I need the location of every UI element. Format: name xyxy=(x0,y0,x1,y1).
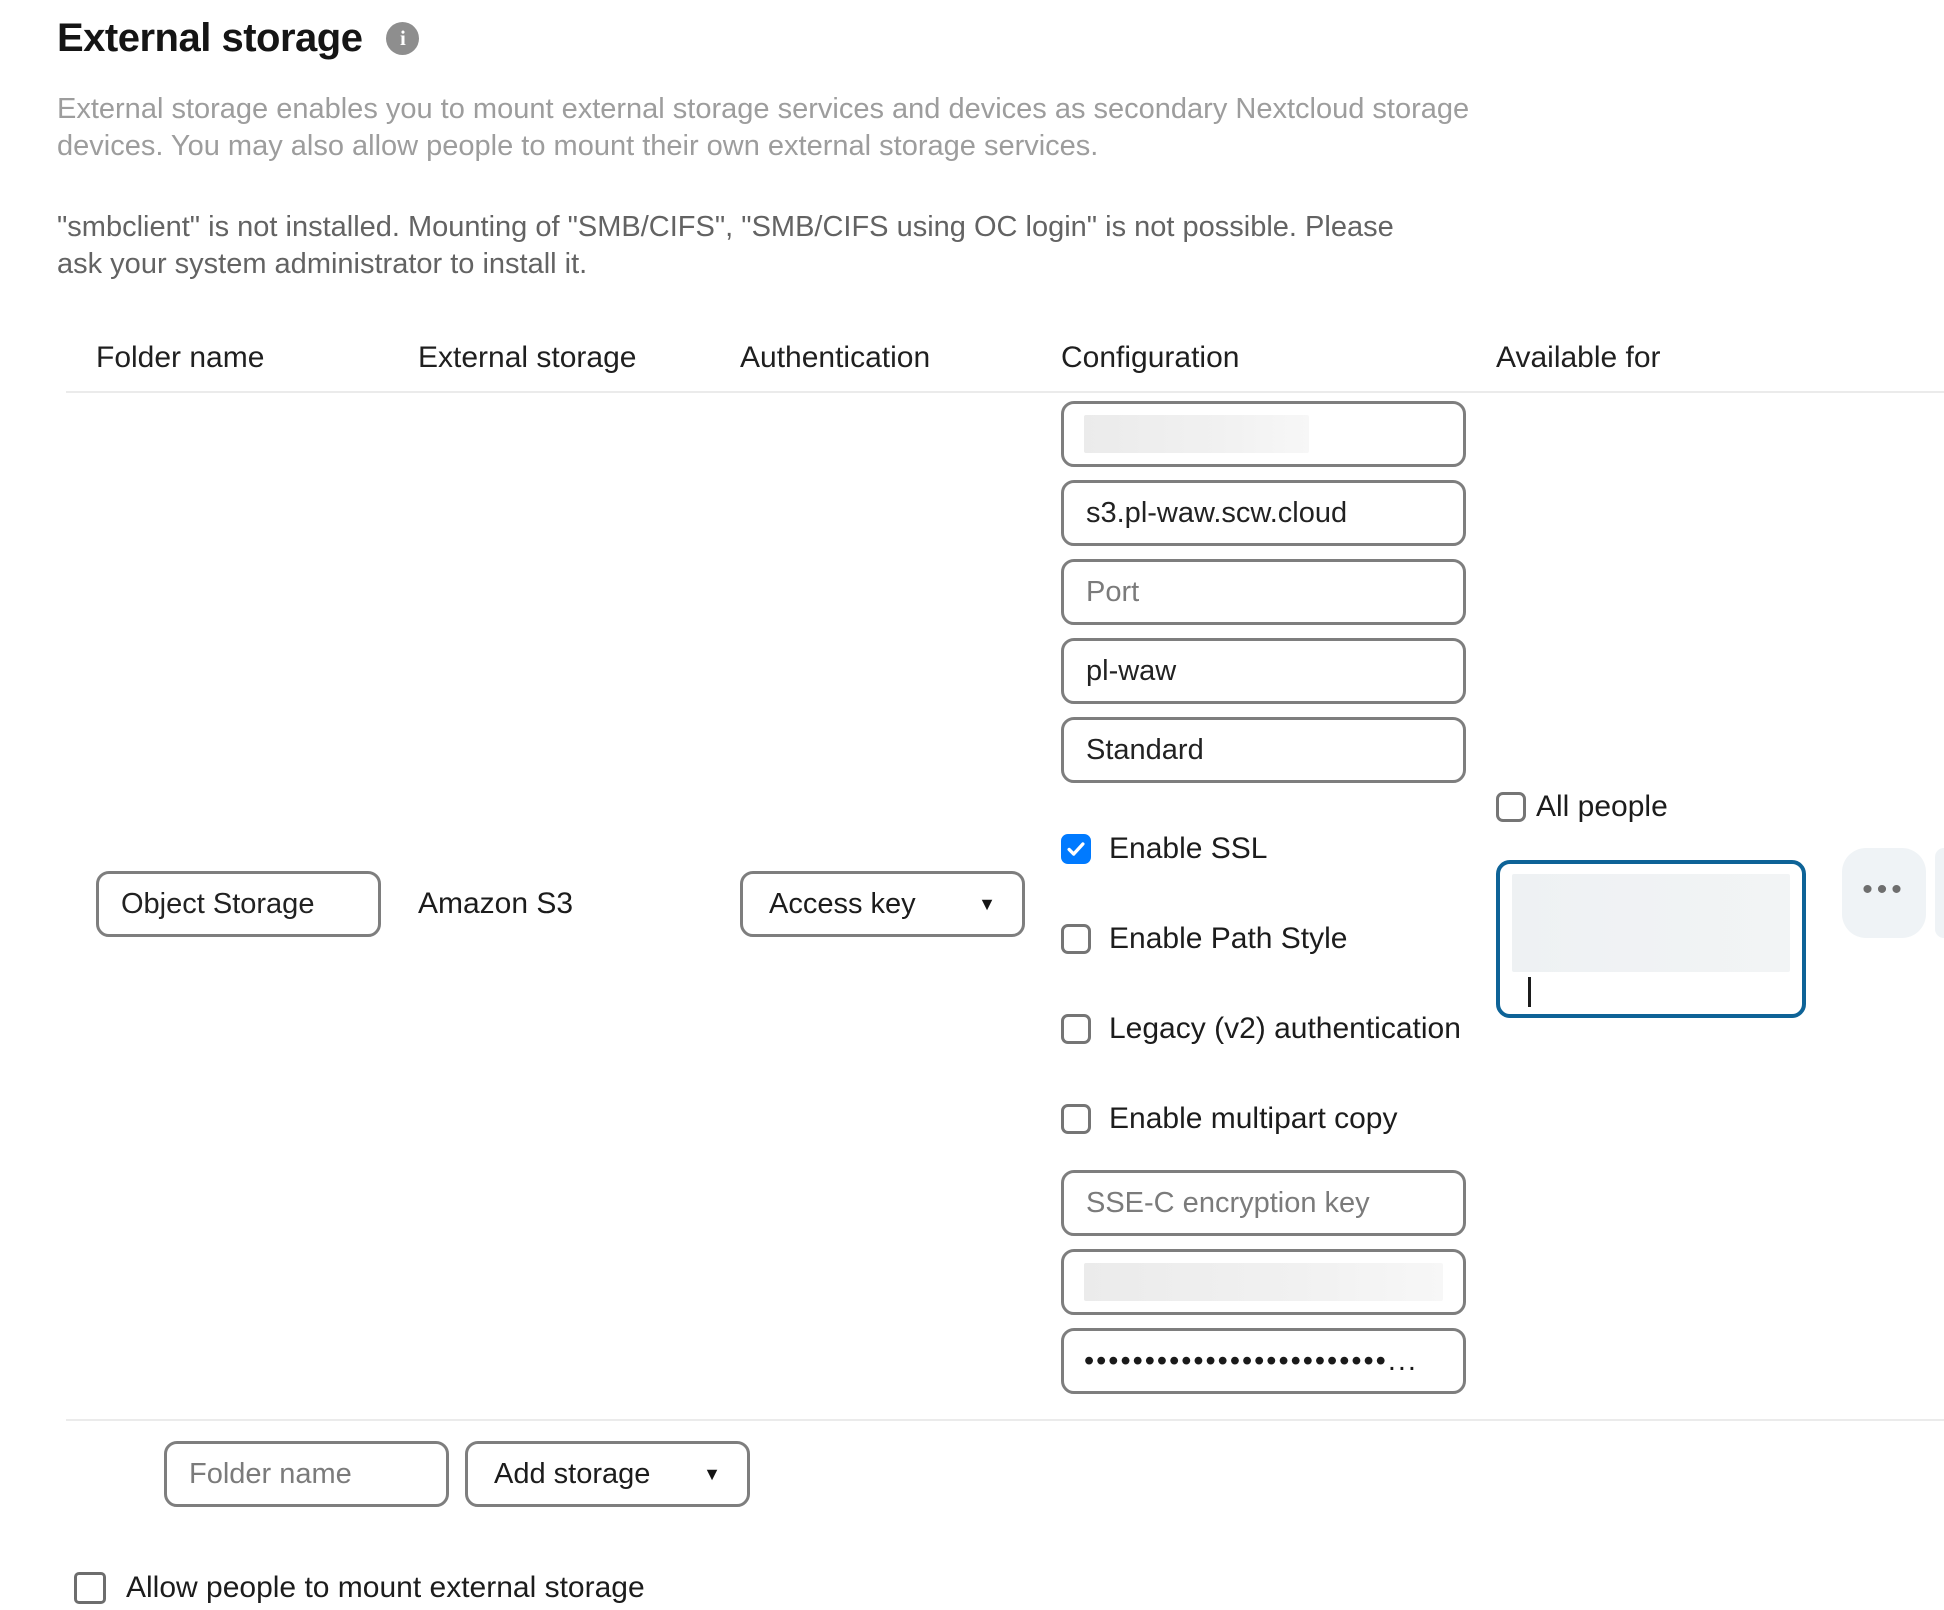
available-for-controls xyxy=(1496,860,1944,1018)
multipart-copy-checkbox[interactable] xyxy=(1061,1104,1091,1134)
available-for-cell xyxy=(1496,790,1944,1018)
region-input[interactable] xyxy=(1061,638,1466,704)
edge-partial-button[interactable] xyxy=(1935,848,1944,938)
all-people-label: All people xyxy=(1536,790,1668,823)
table-row xyxy=(66,393,1944,1421)
multipart-copy-label: Enable multipart copy xyxy=(1109,1102,1398,1135)
enable-path-style-label: Enable Path Style xyxy=(1109,922,1348,955)
authentication-select[interactable] xyxy=(740,871,1025,937)
configuration-cell xyxy=(1061,401,1466,1407)
header-configuration: Configuration xyxy=(1061,341,1240,374)
enable-ssl-row xyxy=(1061,832,1466,866)
header-external-storage: External storage xyxy=(418,341,637,374)
text-cursor xyxy=(1528,977,1531,1007)
info-icon[interactable]: i xyxy=(386,22,419,55)
add-storage-label: Add storage xyxy=(494,1457,651,1490)
storage-class-input[interactable] xyxy=(1061,717,1466,783)
header-folder-name: Folder name xyxy=(96,341,265,374)
redacted-bucket-value xyxy=(1084,415,1309,453)
redacted-access-key-value xyxy=(1084,1263,1443,1301)
smbclient-warning: "smbclient" is not installed. Mounting of "SMB/CIFS", "SMB/CIFS using OC login" is not possible. Please ask your system administrator to install it. xyxy=(57,211,1394,280)
masked-secret-key: •••••••••••••••••••••••••... xyxy=(1084,1344,1418,1377)
legacy-auth-checkbox[interactable] xyxy=(1061,1014,1091,1044)
configuration-checkboxes xyxy=(1061,832,1466,1136)
external-storage-settings xyxy=(0,16,1944,1605)
enable-ssl-label: Enable SSL xyxy=(1109,832,1268,865)
page-description: External storage enables you to mount external storage services and devices as secondary Nextcloud storage devices. You may also allow people to mount their own external storage services. xyxy=(57,93,1470,162)
allow-mount-label: Allow people to mount external storage xyxy=(126,1571,645,1604)
bucket-name-input[interactable] xyxy=(1061,401,1466,467)
header-authentication: Authentication xyxy=(740,341,931,374)
enable-path-style-checkbox[interactable] xyxy=(1061,924,1091,954)
check-icon xyxy=(1065,838,1087,860)
allow-mount-checkbox[interactable] xyxy=(74,1572,106,1604)
table-header-row xyxy=(66,341,1944,393)
enable-path-style-row xyxy=(1061,922,1466,956)
ellipsis-icon: ••• xyxy=(1862,872,1906,906)
authentication-cell xyxy=(740,871,1061,937)
hostname-input[interactable] xyxy=(1061,480,1466,546)
folder-name-cell xyxy=(96,871,418,937)
all-people-checkbox[interactable] xyxy=(1496,792,1526,822)
chevron-down-icon: ▼ xyxy=(703,1463,721,1484)
enable-ssl-checkbox[interactable] xyxy=(1061,834,1091,864)
authentication-selected-value: Access key xyxy=(769,887,916,920)
page-title: External storage xyxy=(57,16,363,60)
add-storage-select[interactable] xyxy=(465,1441,750,1507)
allow-mount-row xyxy=(74,1571,1944,1605)
available-for-user-picker[interactable] xyxy=(1496,860,1806,1018)
external-storage-backend-label: Amazon S3 xyxy=(418,887,574,920)
page-title-row xyxy=(57,16,1944,61)
multipart-copy-row xyxy=(1061,1102,1466,1136)
legacy-auth-label: Legacy (v2) authentication xyxy=(1109,1012,1461,1045)
legacy-auth-row xyxy=(1061,1012,1466,1046)
all-people-row xyxy=(1496,790,1944,824)
header-available-for: Available for xyxy=(1496,341,1661,374)
sse-c-key-input[interactable] xyxy=(1061,1170,1466,1236)
new-folder-name-input[interactable] xyxy=(164,1441,449,1507)
folder-name-input[interactable] xyxy=(96,871,381,937)
external-storage-table xyxy=(66,341,1944,1507)
port-input[interactable] xyxy=(1061,559,1466,625)
add-storage-row xyxy=(164,1441,1944,1507)
row-actions-button[interactable] xyxy=(1842,848,1926,938)
chevron-down-icon: ▼ xyxy=(978,893,996,914)
secret-key-input[interactable] xyxy=(1061,1328,1466,1394)
access-key-input[interactable] xyxy=(1061,1249,1466,1315)
redacted-user-chips xyxy=(1512,874,1790,972)
